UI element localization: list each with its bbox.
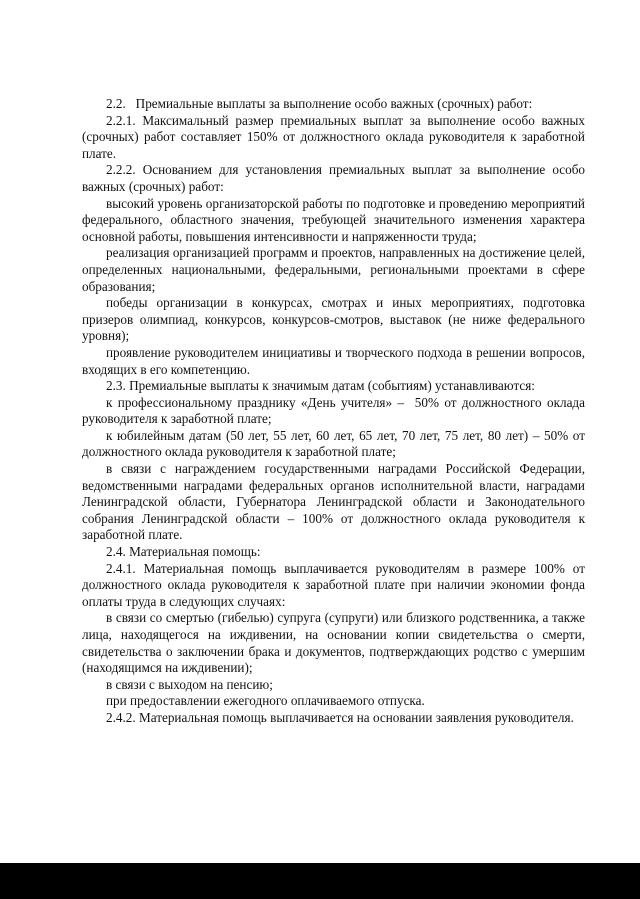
- document-body: [82, 96, 585, 727]
- list-item: проявление руководителем инициативы и творческого подхода в решении вопросов, входящих в его компетенцию.: [82, 344, 585, 377]
- list-item: при предоставлении ежегодного оплачиваемого отпуска.: [106, 693, 425, 709]
- paragraph-2-2-2: 2.2.2. Основанием для установления премиальных выплат за выполнение особо важных (срочных) работ:: [82, 162, 585, 194]
- paragraph-2-2-1: 2.2.1. Максимальный размер премиальных выплат за выполнение особо важных (срочных) работ составляет 150% от должностного оклада руководителя к заработной плате.: [82, 112, 585, 161]
- list-item: реализация организацией программ и проектов, направленных на достижение целей, определенных национальными, федеральными, региональными проектами в сфере образования;: [82, 245, 585, 294]
- paragraph-2-4: 2.4. Материальная помощь:: [106, 544, 261, 560]
- paragraph-2-4-2: 2.4.2. Материальная помощь выплачивается на основании заявления руководителя.: [106, 709, 574, 725]
- list-item: высокий уровень организаторской работы по подготовке и проведению мероприятий федерального, областного значения, требующей значительного изменения характера основной работы, повышения интенсивности и напряженности труда;: [82, 195, 585, 244]
- list-item: в связи со смертью (гибелью) супруга (супруги) или близкого родственника, а также лица, находящегося на иждивении, на основании копии свидетельства о смерти, свидетельства о заключении брака и документов, подтверждающих родство с умершим (находящимся на иждивении);: [82, 610, 585, 676]
- list-item: в связи с награждением государственными наградами Российской Федерации, ведомственными наградами федеральных органов исполнительной власти, наградами Ленинградской области, Губернатора Ленинградской области и Законодательного собрания Ленинградской области – 100% от должностного оклада руководителя к заработной плате.: [82, 461, 585, 543]
- list-item: победы организации в конкурсах, смотрах и иных мероприятиях, подготовка призеров олимпиад, конкурсов, конкурсов-смотров, выставок (не ниже федерального уровня);: [82, 295, 585, 344]
- paragraph-2-4-1: 2.4.1. Материальная помощь выплачивается руководителям в размере 100% от должностного оклада руководителя к заработной плате при наличии экономии фонда оплаты труда в следующих случаях:: [82, 560, 585, 609]
- list-item: в связи с выходом на пенсию;: [106, 676, 273, 692]
- list-item: к профессиональному празднику «День учителя» – 50% от должностного оклада руководителя к заработной плате;: [82, 394, 585, 427]
- scan-bottom-edge: [0, 863, 640, 899]
- list-item: к юбилейным датам (50 лет, 55 лет, 60 лет, 65 лет, 70 лет, 75 лет, 80 лет) – 50% от должностного оклада руководителя к заработной плате;: [82, 427, 585, 460]
- paragraph-2-2: 2.2. Премиальные выплаты за выполнение особо важных (срочных) работ:: [106, 96, 533, 111]
- paragraph-2-3: 2.3. Премиальные выплаты к значимым датам (событиям) устанавливаются:: [106, 378, 535, 394]
